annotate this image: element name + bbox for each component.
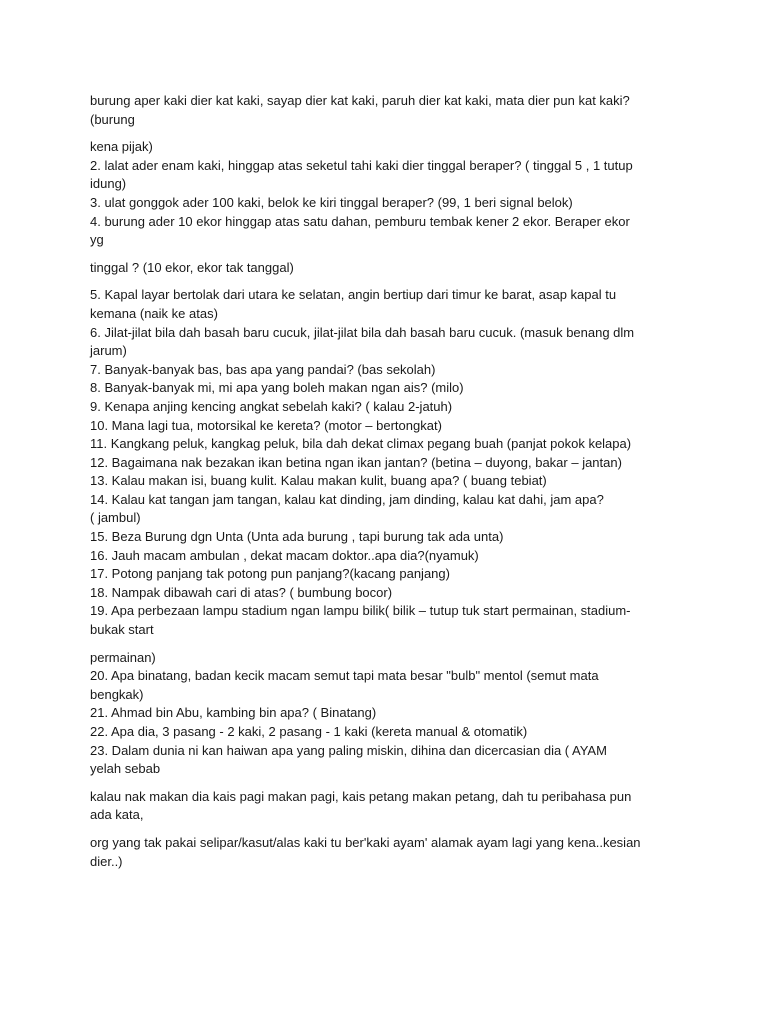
text-line: 14. Kalau kat tangan jam tangan, kalau kat dinding, jam dinding, kalau kat dahi, jam apa? [90,491,604,507]
text-line: 19. Apa perbezaan lampu stadium ngan lampu bilik( bilik – tutup tuk start permainan, stadium- [90,603,631,619]
text-line: 3. ulat gonggok ader 100 kaki, belok ke kiri tinggal beraper? (99, 1 beri signal belok) [90,194,573,210]
paragraph-2 [90,138,680,250]
text-line: dier..) [90,853,123,869]
text-line: permainan) [90,649,156,665]
paragraph-4 [90,286,680,639]
text-line: 23. Dalam dunia ni kan haiwan apa yang paling miskin, dihina dan dicercasian dia ( AYAM [90,742,607,758]
text-line: yg [90,232,104,248]
text-line: 2. lalat ader enam kaki, hinggap atas seketul tahi kaki dier tinggal beraper? ( tinggal 5 , 1 tutup [90,157,633,173]
text-line: 21. Ahmad bin Abu, kambing bin apa? ( Binatang) [90,705,377,721]
text-line: 11. Kangkang peluk, kangkag peluk, bila dah dekat climax pegang buah (panjat pokok kelapa) [90,436,632,452]
text-line: 12. Bagaimana nak bezakan ikan betina ngan ikan jantan? (betina – duyong, bakar – jantan) [90,454,622,470]
text-line: idung) [90,176,127,192]
paragraph-3 [90,259,680,278]
text-line: burung aper kaki dier kat kaki, sayap dier kat kaki, paruh dier kat kaki, mata dier pun kat kaki? [90,93,630,108]
paragraph-1 [90,92,680,129]
text-line: kena pijak) [90,139,153,155]
text-line: 10. Mana lagi tua, motorsikal ke kereta? (motor – bertongkat) [90,417,442,433]
text-line: 15. Beza Burung dgn Unta (Unta ada burung , tapi burung tak ada unta) [90,529,504,545]
document-page [90,92,680,871]
text-line: yelah sebab [90,761,161,777]
text-line: jarum) [90,343,127,359]
text-line: (burung [90,111,135,127]
text-line: 16. Jauh macam ambulan , dekat macam doktor..apa dia?(nyamuk) [90,547,479,563]
text-line: 9. Kenapa anjing kencing angkat sebelah kaki? ( kalau 2-jatuh) [90,398,453,414]
text-line: 6. Jilat-jilat bila dah basah baru cucuk, jilat-jilat bila dah basah baru cucuk. (masuk benang dlm [90,324,635,340]
paragraph-6 [90,788,680,825]
text-line: 7. Banyak-banyak bas, bas apa yang pandai? (bas sekolah) [90,361,436,377]
paragraph-7 [90,834,680,871]
text-line: bengkak) [90,686,144,702]
text-line: 8. Banyak-banyak mi, mi apa yang boleh makan ngan ais? (milo) [90,380,464,396]
text-line: tinggal ? (10 ekor, ekor tak tanggal) [90,259,294,275]
text-line: ( jambul) [90,510,141,526]
text-line: kemana (naik ke atas) [90,305,218,321]
text-line: 17. Potong panjang tak potong pun panjang?(kacang panjang) [90,566,450,582]
text-line: org yang tak pakai selipar/kasut/alas kaki tu ber'kaki ayam' alamak ayam lagi yang kena..kesian [90,834,641,850]
text-line: kalau nak makan dia kais pagi makan pagi, kais petang makan petang, dah tu peribahasa pun [90,788,632,804]
text-line: 20. Apa binatang, badan kecik macam semut tapi mata besar "bulb" mentol (semut mata [90,668,599,684]
text-line: bukak start [90,622,154,638]
text-line: 22. Apa dia, 3 pasang - 2 kaki, 2 pasang - 1 kaki (kereta manual & otomatik) [90,724,528,739]
text-line: 13. Kalau makan isi, buang kulit. Kalau makan kulit, buang apa? ( buang tebiat) [90,473,547,489]
text-line: 18. Nampak dibawah cari di atas? ( bumbung bocor) [90,584,393,600]
paragraph-5 [90,649,680,779]
text-line: ada kata, [90,807,144,823]
text-line: 5. Kapal layar bertolak dari utara ke selatan, angin bertiup dari timur ke barat, asap kapal tu [90,287,617,303]
text-line: 4. burung ader 10 ekor hinggap atas satu dahan, pemburu tembak kener 2 ekor. Beraper ekor [90,213,630,229]
